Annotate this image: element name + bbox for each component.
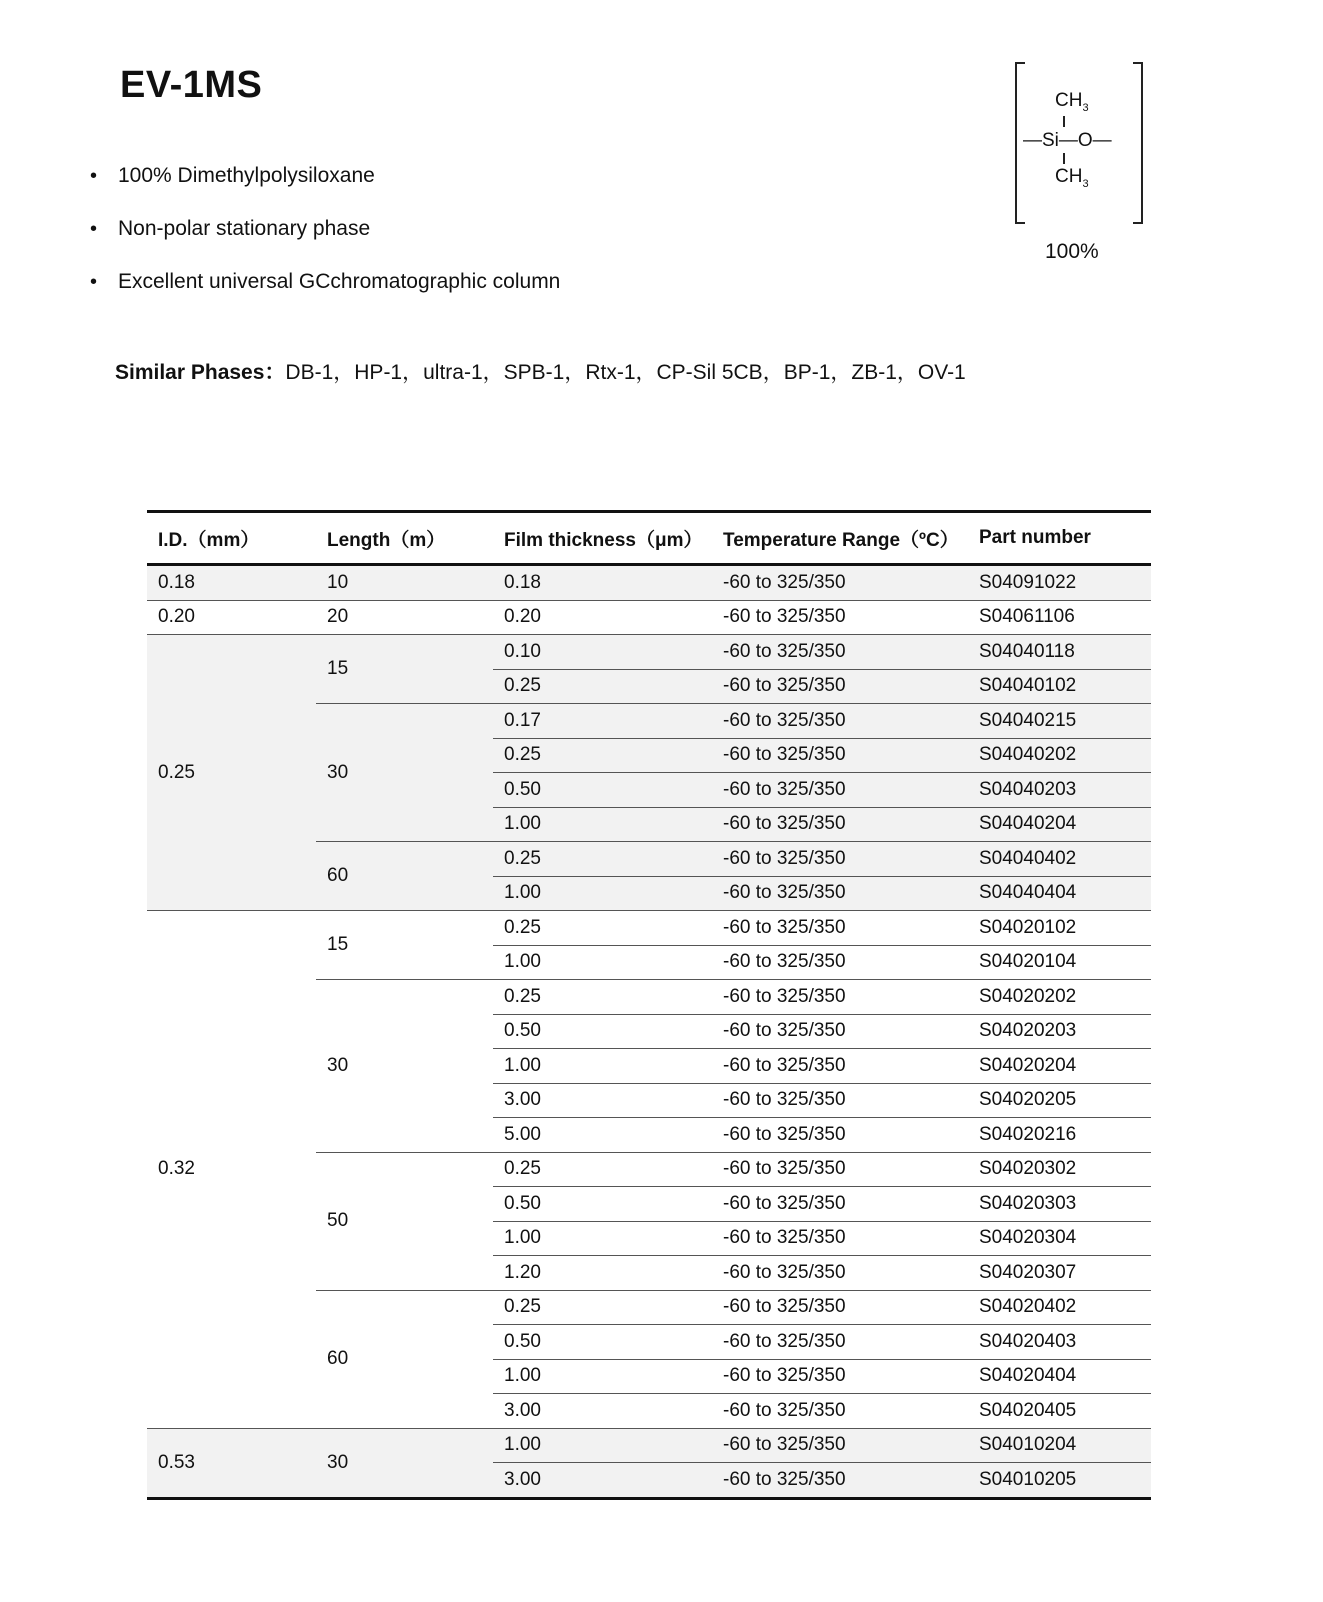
cell-temp: -60 to 325/350 bbox=[712, 1014, 968, 1049]
cell-film: 3.00 bbox=[493, 1394, 712, 1429]
cell-temp: -60 to 325/350 bbox=[712, 565, 968, 601]
cell-part: S04040404 bbox=[968, 876, 1151, 911]
feature-text: Excellent universal GCchromatographic column bbox=[118, 270, 561, 293]
structure-percent: 100% bbox=[1045, 240, 1099, 263]
cell-film: 0.18 bbox=[493, 565, 712, 601]
cell-temp: -60 to 325/350 bbox=[712, 669, 968, 704]
cell-temp: -60 to 325/350 bbox=[712, 1359, 968, 1394]
feature-item bbox=[90, 266, 560, 319]
cell-temp: -60 to 325/350 bbox=[712, 773, 968, 808]
cell-film: 0.50 bbox=[493, 1187, 712, 1222]
cell-part: S04040203 bbox=[968, 773, 1151, 808]
cell-film: 1.00 bbox=[493, 945, 712, 980]
cell-film: 0.25 bbox=[493, 911, 712, 946]
cell-length: 20 bbox=[316, 600, 493, 635]
cell-temp: -60 to 325/350 bbox=[712, 1256, 968, 1291]
cell-temp: -60 to 325/350 bbox=[712, 1152, 968, 1187]
cell-length: 30 bbox=[316, 1428, 493, 1498]
cell-id: 0.25 bbox=[147, 635, 316, 911]
cell-film: 5.00 bbox=[493, 1118, 712, 1153]
cell-part: S04020204 bbox=[968, 1049, 1151, 1084]
cell-temp: -60 to 325/350 bbox=[712, 1083, 968, 1118]
feature-item bbox=[90, 160, 560, 213]
cell-temp: -60 to 325/350 bbox=[712, 1221, 968, 1256]
header-length: Length（m） bbox=[316, 512, 493, 565]
cell-part: S04010204 bbox=[968, 1428, 1151, 1463]
cell-film: 3.00 bbox=[493, 1083, 712, 1118]
cell-film: 1.20 bbox=[493, 1256, 712, 1291]
cell-temp: -60 to 325/350 bbox=[712, 980, 968, 1015]
cell-temp: -60 to 325/350 bbox=[712, 842, 968, 877]
cell-length: 10 bbox=[316, 565, 493, 601]
cell-film: 0.20 bbox=[493, 600, 712, 635]
header-part: Part number bbox=[968, 512, 1151, 565]
cell-part: S04040118 bbox=[968, 635, 1151, 670]
siloxane-backbone: —Si—O— bbox=[1023, 130, 1112, 151]
cell-part: S04020402 bbox=[968, 1290, 1151, 1325]
cell-part: S04020405 bbox=[968, 1394, 1151, 1429]
similar-phases-label: Similar Phases： bbox=[115, 361, 286, 384]
cell-film: 0.25 bbox=[493, 1290, 712, 1325]
cell-film: 0.10 bbox=[493, 635, 712, 670]
cell-temp: -60 to 325/350 bbox=[712, 1394, 968, 1429]
cell-film: 0.17 bbox=[493, 704, 712, 739]
cell-film: 0.50 bbox=[493, 773, 712, 808]
bullet-icon: • bbox=[90, 218, 98, 240]
feature-text: Non-polar stationary phase bbox=[118, 217, 371, 240]
feature-text: 100% Dimethylpolysiloxane bbox=[118, 164, 375, 187]
cell-id: 0.18 bbox=[147, 565, 316, 601]
cell-temp: -60 to 325/350 bbox=[712, 876, 968, 911]
bond-line bbox=[1063, 116, 1065, 127]
cell-film: 0.50 bbox=[493, 1014, 712, 1049]
feature-list bbox=[90, 160, 560, 319]
cell-film: 0.50 bbox=[493, 1325, 712, 1360]
chemical-structure bbox=[1015, 60, 1155, 263]
cell-length: 50 bbox=[316, 1152, 493, 1290]
right-bracket bbox=[1133, 62, 1143, 224]
cell-temp: -60 to 325/350 bbox=[712, 911, 968, 946]
cell-part: S04020303 bbox=[968, 1187, 1151, 1222]
cell-film: 3.00 bbox=[493, 1463, 712, 1499]
cell-film: 0.25 bbox=[493, 980, 712, 1015]
cell-temp: -60 to 325/350 bbox=[712, 1325, 968, 1360]
cell-film: 1.00 bbox=[493, 1221, 712, 1256]
cell-film: 1.00 bbox=[493, 1359, 712, 1394]
cell-part: S04020102 bbox=[968, 911, 1151, 946]
cell-id: 0.32 bbox=[147, 911, 316, 1429]
cell-part: S04020403 bbox=[968, 1325, 1151, 1360]
cell-part: S04010205 bbox=[968, 1463, 1151, 1499]
cell-temp: -60 to 325/350 bbox=[712, 600, 968, 635]
cell-part: S04091022 bbox=[968, 565, 1151, 601]
cell-temp: -60 to 325/350 bbox=[712, 635, 968, 670]
cell-part: S04020216 bbox=[968, 1118, 1151, 1153]
cell-film: 0.25 bbox=[493, 1152, 712, 1187]
cell-length: 15 bbox=[316, 635, 493, 704]
cell-temp: -60 to 325/350 bbox=[712, 1428, 968, 1463]
page-title: EV-1MS bbox=[120, 64, 263, 106]
cell-film: 0.25 bbox=[493, 842, 712, 877]
cell-temp: -60 to 325/350 bbox=[712, 738, 968, 773]
bond-line bbox=[1063, 153, 1065, 164]
header-film: Film thickness（μm） bbox=[493, 512, 712, 565]
cell-temp: -60 to 325/350 bbox=[712, 807, 968, 842]
table-row bbox=[147, 600, 1151, 635]
feature-item bbox=[90, 213, 560, 266]
bullet-icon: • bbox=[90, 165, 98, 187]
cell-temp: -60 to 325/350 bbox=[712, 1290, 968, 1325]
cell-part: S04020302 bbox=[968, 1152, 1151, 1187]
cell-film: 1.00 bbox=[493, 876, 712, 911]
cell-temp: -60 to 325/350 bbox=[712, 1118, 968, 1153]
header-id: I.D.（mm） bbox=[147, 512, 316, 565]
methyl-group-bottom: $CH_3$ bbox=[1055, 166, 1089, 190]
table-row bbox=[147, 565, 1151, 601]
cell-film: 1.00 bbox=[493, 1428, 712, 1463]
cell-length: 60 bbox=[316, 1290, 493, 1428]
cell-film: 1.00 bbox=[493, 1049, 712, 1084]
spec-table bbox=[147, 510, 1151, 1500]
cell-part: S04020205 bbox=[968, 1083, 1151, 1118]
table-header-row bbox=[147, 512, 1151, 565]
table-row bbox=[147, 635, 1151, 670]
cell-part: S04040204 bbox=[968, 807, 1151, 842]
table-row bbox=[147, 911, 1151, 946]
cell-part: S04020307 bbox=[968, 1256, 1151, 1291]
cell-id: 0.53 bbox=[147, 1428, 316, 1498]
cell-temp: -60 to 325/350 bbox=[712, 1049, 968, 1084]
bullet-icon: • bbox=[90, 271, 98, 293]
cell-length: 30 bbox=[316, 980, 493, 1153]
cell-length: 15 bbox=[316, 911, 493, 980]
cell-film: 1.00 bbox=[493, 807, 712, 842]
cell-part: S04040402 bbox=[968, 842, 1151, 877]
cell-id: 0.20 bbox=[147, 600, 316, 635]
cell-part: S04040102 bbox=[968, 669, 1151, 704]
cell-temp: -60 to 325/350 bbox=[712, 945, 968, 980]
table-row bbox=[147, 1428, 1151, 1463]
spec-table-body bbox=[147, 565, 1151, 1499]
cell-part: S04020404 bbox=[968, 1359, 1151, 1394]
cell-part: S04061106 bbox=[968, 600, 1151, 635]
cell-length: 30 bbox=[316, 704, 493, 842]
cell-temp: -60 to 325/350 bbox=[712, 1187, 968, 1222]
cell-part: S04040202 bbox=[968, 738, 1151, 773]
similar-phases-value: DB-1，HP-1，ultra-1，SPB-1，Rtx-1，CP-Sil 5CB，BP-1，ZB-1，OV-1 bbox=[285, 361, 966, 384]
cell-temp: -60 to 325/350 bbox=[712, 704, 968, 739]
similar-phases bbox=[115, 356, 966, 386]
cell-part: S04020202 bbox=[968, 980, 1151, 1015]
cell-film: 0.25 bbox=[493, 669, 712, 704]
cell-part: S04040215 bbox=[968, 704, 1151, 739]
cell-temp: -60 to 325/350 bbox=[712, 1463, 968, 1499]
cell-film: 0.25 bbox=[493, 738, 712, 773]
cell-part: S04020104 bbox=[968, 945, 1151, 980]
cell-part: S04020203 bbox=[968, 1014, 1151, 1049]
methyl-group-top: $CH_3$ bbox=[1055, 90, 1089, 114]
cell-length: 60 bbox=[316, 842, 493, 911]
cell-part: S04020304 bbox=[968, 1221, 1151, 1256]
header-temp: Temperature Range（ºC） bbox=[712, 512, 968, 565]
